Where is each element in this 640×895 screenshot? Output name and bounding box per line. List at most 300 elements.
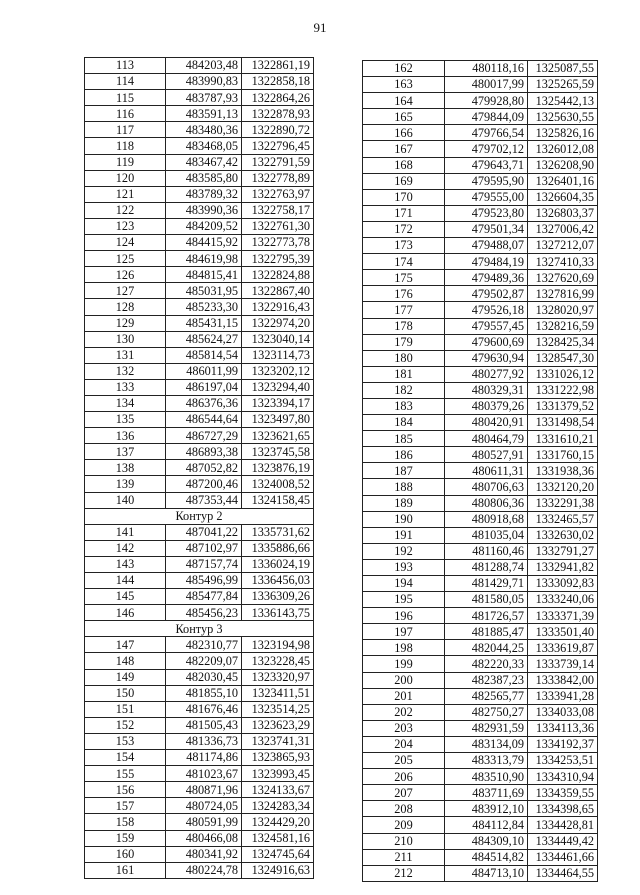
x-coordinate-cell: 480918,68 xyxy=(445,511,528,527)
point-number-cell: 162 xyxy=(363,61,445,77)
y-coordinate-cell: 1335731,62 xyxy=(242,524,314,540)
point-number-cell: 168 xyxy=(363,157,445,173)
y-coordinate-cell: 1323202,12 xyxy=(242,363,314,379)
y-coordinate-cell: 1331379,52 xyxy=(528,398,598,414)
x-coordinate-cell: 487052,82 xyxy=(166,460,242,476)
x-coordinate-cell: 481174,86 xyxy=(166,750,242,766)
y-coordinate-cell: 1324133,67 xyxy=(242,782,314,798)
y-coordinate-cell: 1334033,08 xyxy=(528,704,598,720)
point-number-cell: 187 xyxy=(363,463,445,479)
x-coordinate-cell: 479484,19 xyxy=(445,254,528,270)
table-row xyxy=(85,267,314,283)
table-row xyxy=(85,122,314,138)
point-number-cell: 203 xyxy=(363,720,445,736)
x-coordinate-cell: 480329,31 xyxy=(445,382,528,398)
table-row xyxy=(85,476,314,492)
table-row xyxy=(363,109,598,125)
y-coordinate-cell: 1324008,52 xyxy=(242,476,314,492)
x-coordinate-cell: 481035,04 xyxy=(445,527,528,543)
point-number-cell: 152 xyxy=(85,717,166,733)
table-row xyxy=(363,141,598,157)
y-coordinate-cell: 1334253,51 xyxy=(528,753,598,769)
table-row xyxy=(85,750,314,766)
x-coordinate-cell: 484514,82 xyxy=(445,849,528,865)
point-number-cell: 174 xyxy=(363,254,445,270)
y-coordinate-cell: 1333619,87 xyxy=(528,640,598,656)
y-coordinate-cell: 1322867,40 xyxy=(242,283,314,299)
x-coordinate-cell: 480724,05 xyxy=(166,798,242,814)
point-number-cell: 149 xyxy=(85,669,166,685)
x-coordinate-cell: 486544,64 xyxy=(166,412,242,428)
x-coordinate-cell: 479595,90 xyxy=(445,173,528,189)
y-coordinate-cell: 1323497,80 xyxy=(242,412,314,428)
point-number-cell: 170 xyxy=(363,189,445,205)
x-coordinate-cell: 484203,48 xyxy=(166,58,242,74)
table-row xyxy=(363,334,598,350)
table-row xyxy=(85,315,314,331)
point-number-cell: 173 xyxy=(363,238,445,254)
x-coordinate-cell: 484415,92 xyxy=(166,235,242,251)
y-coordinate-cell: 1323514,25 xyxy=(242,701,314,717)
point-number-cell: 210 xyxy=(363,833,445,849)
point-number-cell: 135 xyxy=(85,412,166,428)
point-number-cell: 140 xyxy=(85,492,166,508)
x-coordinate-cell: 484619,98 xyxy=(166,251,242,267)
x-coordinate-cell: 482220,33 xyxy=(445,656,528,672)
x-coordinate-cell: 482310,77 xyxy=(166,637,242,653)
y-coordinate-cell: 1325630,55 xyxy=(528,109,598,125)
point-number-cell: 142 xyxy=(85,540,166,556)
table-row xyxy=(85,218,314,234)
y-coordinate-cell: 1323294,40 xyxy=(242,379,314,395)
x-coordinate-cell: 480706,63 xyxy=(445,479,528,495)
x-coordinate-cell: 480806,36 xyxy=(445,495,528,511)
table-row xyxy=(85,846,314,862)
point-number-cell: 155 xyxy=(85,766,166,782)
table-row xyxy=(363,640,598,656)
y-coordinate-cell: 1327006,42 xyxy=(528,221,598,237)
x-coordinate-cell: 479643,71 xyxy=(445,157,528,173)
x-coordinate-cell: 481855,10 xyxy=(166,685,242,701)
point-number-cell: 164 xyxy=(363,93,445,109)
y-coordinate-cell: 1336456,03 xyxy=(242,573,314,589)
y-coordinate-cell: 1334192,37 xyxy=(528,736,598,752)
table-row xyxy=(85,186,314,202)
y-coordinate-cell: 1331610,21 xyxy=(528,431,598,447)
point-number-cell: 165 xyxy=(363,109,445,125)
y-coordinate-cell: 1332630,02 xyxy=(528,527,598,543)
table-row xyxy=(85,58,314,74)
x-coordinate-cell: 481023,67 xyxy=(166,766,242,782)
table-row xyxy=(85,299,314,315)
x-coordinate-cell: 481336,73 xyxy=(166,733,242,749)
point-number-cell: 161 xyxy=(85,862,166,878)
point-number-cell: 163 xyxy=(363,77,445,93)
y-coordinate-cell: 1336024,19 xyxy=(242,556,314,572)
y-coordinate-cell: 1323993,45 xyxy=(242,766,314,782)
point-number-cell: 179 xyxy=(363,334,445,350)
y-coordinate-cell: 1331026,12 xyxy=(528,366,598,382)
x-coordinate-cell: 480420,91 xyxy=(445,415,528,431)
point-number-cell: 204 xyxy=(363,736,445,752)
x-coordinate-cell: 481288,74 xyxy=(445,559,528,575)
point-number-cell: 114 xyxy=(85,74,166,90)
x-coordinate-cell: 480871,96 xyxy=(166,782,242,798)
x-coordinate-cell: 485456,23 xyxy=(166,605,242,621)
y-coordinate-cell: 1334461,66 xyxy=(528,849,598,865)
x-coordinate-cell: 480591,99 xyxy=(166,814,242,830)
point-number-cell: 113 xyxy=(85,58,166,74)
table-row xyxy=(85,782,314,798)
contour-header-row xyxy=(85,508,314,524)
table-row xyxy=(363,527,598,543)
table-row xyxy=(85,283,314,299)
table-row xyxy=(363,624,598,640)
y-coordinate-cell: 1322974,20 xyxy=(242,315,314,331)
table-row xyxy=(363,849,598,865)
x-coordinate-cell: 486011,99 xyxy=(166,363,242,379)
table-row xyxy=(85,830,314,846)
x-coordinate-cell: 485496,99 xyxy=(166,573,242,589)
y-coordinate-cell: 1322890,72 xyxy=(242,122,314,138)
x-coordinate-cell: 485814,54 xyxy=(166,347,242,363)
point-number-cell: 171 xyxy=(363,205,445,221)
x-coordinate-cell: 480277,92 xyxy=(445,366,528,382)
table-row xyxy=(363,559,598,575)
table-row xyxy=(85,74,314,90)
y-coordinate-cell: 1323320,97 xyxy=(242,669,314,685)
x-coordinate-cell: 482931,59 xyxy=(445,720,528,736)
x-coordinate-cell: 482565,77 xyxy=(445,688,528,704)
table-row xyxy=(85,202,314,218)
y-coordinate-cell: 1325442,13 xyxy=(528,93,598,109)
point-number-cell: 146 xyxy=(85,605,166,621)
x-coordinate-cell: 479600,69 xyxy=(445,334,528,350)
table-row xyxy=(363,833,598,849)
x-coordinate-cell: 480118,16 xyxy=(445,61,528,77)
point-number-cell: 141 xyxy=(85,524,166,540)
x-coordinate-cell: 480017,99 xyxy=(445,77,528,93)
y-coordinate-cell: 1322916,43 xyxy=(242,299,314,315)
table-row xyxy=(363,656,598,672)
point-number-cell: 200 xyxy=(363,672,445,688)
point-number-cell: 194 xyxy=(363,576,445,592)
x-coordinate-cell: 482750,27 xyxy=(445,704,528,720)
table-row xyxy=(85,347,314,363)
table-row xyxy=(85,798,314,814)
x-coordinate-cell: 482387,23 xyxy=(445,672,528,688)
table-row xyxy=(363,736,598,752)
point-number-cell: 212 xyxy=(363,865,445,881)
coordinates-table-right xyxy=(362,60,598,882)
y-coordinate-cell: 1334449,42 xyxy=(528,833,598,849)
point-number-cell: 125 xyxy=(85,251,166,267)
y-coordinate-cell: 1323741,31 xyxy=(242,733,314,749)
point-number-cell: 134 xyxy=(85,395,166,411)
table-row xyxy=(85,556,314,572)
x-coordinate-cell: 484713,10 xyxy=(445,865,528,881)
y-coordinate-cell: 1323194,98 xyxy=(242,637,314,653)
x-coordinate-cell: 480379,26 xyxy=(445,398,528,414)
y-coordinate-cell: 1323040,14 xyxy=(242,331,314,347)
table-row xyxy=(85,154,314,170)
x-coordinate-cell: 483467,42 xyxy=(166,154,242,170)
point-number-cell: 198 xyxy=(363,640,445,656)
point-number-cell: 172 xyxy=(363,221,445,237)
table-row xyxy=(363,769,598,785)
point-number-cell: 136 xyxy=(85,428,166,444)
x-coordinate-cell: 487157,74 xyxy=(166,556,242,572)
point-number-cell: 145 xyxy=(85,589,166,605)
point-number-cell: 184 xyxy=(363,415,445,431)
y-coordinate-cell: 1336143,75 xyxy=(242,605,314,621)
table-row xyxy=(363,398,598,414)
y-coordinate-cell: 1326604,35 xyxy=(528,189,598,205)
x-coordinate-cell: 481505,43 xyxy=(166,717,242,733)
y-coordinate-cell: 1322791,59 xyxy=(242,154,314,170)
table-row xyxy=(85,862,314,878)
y-coordinate-cell: 1332941,82 xyxy=(528,559,598,575)
x-coordinate-cell: 482209,07 xyxy=(166,653,242,669)
table-row xyxy=(363,431,598,447)
point-number-cell: 208 xyxy=(363,801,445,817)
x-coordinate-cell: 486376,36 xyxy=(166,395,242,411)
x-coordinate-cell: 484309,10 xyxy=(445,833,528,849)
x-coordinate-cell: 487200,46 xyxy=(166,476,242,492)
table-row xyxy=(85,138,314,154)
table-row xyxy=(85,235,314,251)
point-number-cell: 166 xyxy=(363,125,445,141)
table-row xyxy=(363,93,598,109)
point-number-cell: 153 xyxy=(85,733,166,749)
x-coordinate-cell: 486727,29 xyxy=(166,428,242,444)
table-row xyxy=(363,221,598,237)
page-number: 91 xyxy=(313,20,327,35)
y-coordinate-cell: 1323114,73 xyxy=(242,347,314,363)
point-number-cell: 207 xyxy=(363,785,445,801)
x-coordinate-cell: 486893,38 xyxy=(166,444,242,460)
table-row xyxy=(85,733,314,749)
y-coordinate-cell: 1323865,93 xyxy=(242,750,314,766)
table-row xyxy=(363,753,598,769)
point-number-cell: 132 xyxy=(85,363,166,379)
y-coordinate-cell: 1333739,14 xyxy=(528,656,598,672)
point-number-cell: 147 xyxy=(85,637,166,653)
table-row xyxy=(363,77,598,93)
point-number-cell: 126 xyxy=(85,267,166,283)
table-row xyxy=(363,382,598,398)
y-coordinate-cell: 1331760,15 xyxy=(528,447,598,463)
table-row xyxy=(363,479,598,495)
table-row xyxy=(85,524,314,540)
table-row xyxy=(363,125,598,141)
x-coordinate-cell: 483313,79 xyxy=(445,753,528,769)
table-row xyxy=(85,669,314,685)
point-number-cell: 196 xyxy=(363,608,445,624)
table-row xyxy=(363,61,598,77)
table-row xyxy=(363,543,598,559)
table-row xyxy=(363,302,598,318)
x-coordinate-cell: 480611,31 xyxy=(445,463,528,479)
point-number-cell: 160 xyxy=(85,846,166,862)
point-number-cell: 195 xyxy=(363,592,445,608)
x-coordinate-cell: 480464,79 xyxy=(445,431,528,447)
x-coordinate-cell: 481726,57 xyxy=(445,608,528,624)
x-coordinate-cell: 479501,34 xyxy=(445,221,528,237)
table-row xyxy=(85,363,314,379)
table-row xyxy=(363,463,598,479)
table-row xyxy=(85,637,314,653)
point-number-cell: 118 xyxy=(85,138,166,154)
table-row xyxy=(363,704,598,720)
point-number-cell: 185 xyxy=(363,431,445,447)
y-coordinate-cell: 1333941,28 xyxy=(528,688,598,704)
table-row xyxy=(85,766,314,782)
y-coordinate-cell: 1323394,17 xyxy=(242,395,314,411)
y-coordinate-cell: 1326401,16 xyxy=(528,173,598,189)
point-number-cell: 180 xyxy=(363,350,445,366)
y-coordinate-cell: 1336309,26 xyxy=(242,589,314,605)
table-row xyxy=(363,576,598,592)
x-coordinate-cell: 479555,00 xyxy=(445,189,528,205)
point-number-cell: 130 xyxy=(85,331,166,347)
y-coordinate-cell: 1323623,29 xyxy=(242,717,314,733)
y-coordinate-cell: 1334428,81 xyxy=(528,817,598,833)
table-row xyxy=(85,379,314,395)
y-coordinate-cell: 1322763,97 xyxy=(242,186,314,202)
y-coordinate-cell: 1322778,89 xyxy=(242,170,314,186)
point-number-cell: 167 xyxy=(363,141,445,157)
x-coordinate-cell: 483591,13 xyxy=(166,106,242,122)
table-row xyxy=(363,350,598,366)
point-number-cell: 122 xyxy=(85,202,166,218)
y-coordinate-cell: 1324429,20 xyxy=(242,814,314,830)
point-number-cell: 117 xyxy=(85,122,166,138)
x-coordinate-cell: 479844,09 xyxy=(445,109,528,125)
contour-label: Контур 2 xyxy=(85,508,314,524)
y-coordinate-cell: 1322824,88 xyxy=(242,267,314,283)
table-row xyxy=(85,106,314,122)
y-coordinate-cell: 1324745,64 xyxy=(242,846,314,862)
x-coordinate-cell: 479489,36 xyxy=(445,270,528,286)
y-coordinate-cell: 1328425,34 xyxy=(528,334,598,350)
table-row xyxy=(363,157,598,173)
point-number-cell: 205 xyxy=(363,753,445,769)
table-row xyxy=(85,605,314,621)
x-coordinate-cell: 479526,18 xyxy=(445,302,528,318)
x-coordinate-cell: 482044,25 xyxy=(445,640,528,656)
y-coordinate-cell: 1332120,20 xyxy=(528,479,598,495)
table-row xyxy=(363,865,598,881)
point-number-cell: 169 xyxy=(363,173,445,189)
table-row xyxy=(363,270,598,286)
x-coordinate-cell: 483585,80 xyxy=(166,170,242,186)
table-row xyxy=(363,205,598,221)
point-number-cell: 189 xyxy=(363,495,445,511)
y-coordinate-cell: 1333842,00 xyxy=(528,672,598,688)
y-coordinate-cell: 1323411,51 xyxy=(242,685,314,701)
x-coordinate-cell: 479928,80 xyxy=(445,93,528,109)
x-coordinate-cell: 480466,08 xyxy=(166,830,242,846)
point-number-cell: 143 xyxy=(85,556,166,572)
x-coordinate-cell: 483789,32 xyxy=(166,186,242,202)
x-coordinate-cell: 484112,84 xyxy=(445,817,528,833)
point-number-cell: 133 xyxy=(85,379,166,395)
point-number-cell: 123 xyxy=(85,218,166,234)
y-coordinate-cell: 1332291,38 xyxy=(528,495,598,511)
coordinates-table-left-body xyxy=(85,58,314,879)
table-row xyxy=(85,412,314,428)
y-coordinate-cell: 1334359,55 xyxy=(528,785,598,801)
point-number-cell: 131 xyxy=(85,347,166,363)
y-coordinate-cell: 1333501,40 xyxy=(528,624,598,640)
point-number-cell: 197 xyxy=(363,624,445,640)
point-number-cell: 124 xyxy=(85,235,166,251)
table-row xyxy=(363,608,598,624)
y-coordinate-cell: 1326803,37 xyxy=(528,205,598,221)
y-coordinate-cell: 1326012,08 xyxy=(528,141,598,157)
x-coordinate-cell: 481429,71 xyxy=(445,576,528,592)
point-number-cell: 116 xyxy=(85,106,166,122)
point-number-cell: 159 xyxy=(85,830,166,846)
x-coordinate-cell: 481676,46 xyxy=(166,701,242,717)
x-coordinate-cell: 483990,83 xyxy=(166,74,242,90)
table-row xyxy=(85,492,314,508)
y-coordinate-cell: 1322796,45 xyxy=(242,138,314,154)
x-coordinate-cell: 483711,69 xyxy=(445,785,528,801)
x-coordinate-cell: 482030,45 xyxy=(166,669,242,685)
table-row xyxy=(85,540,314,556)
x-coordinate-cell: 481885,47 xyxy=(445,624,528,640)
table-row xyxy=(363,511,598,527)
point-number-cell: 188 xyxy=(363,479,445,495)
point-number-cell: 211 xyxy=(363,849,445,865)
y-coordinate-cell: 1322773,78 xyxy=(242,235,314,251)
x-coordinate-cell: 483510,90 xyxy=(445,769,528,785)
y-coordinate-cell: 1334310,94 xyxy=(528,769,598,785)
y-coordinate-cell: 1324581,16 xyxy=(242,830,314,846)
y-coordinate-cell: 1327410,33 xyxy=(528,254,598,270)
y-coordinate-cell: 1324283,34 xyxy=(242,798,314,814)
y-coordinate-cell: 1322858,18 xyxy=(242,74,314,90)
table-row xyxy=(85,573,314,589)
table-row xyxy=(85,428,314,444)
table-row xyxy=(363,592,598,608)
x-coordinate-cell: 487102,97 xyxy=(166,540,242,556)
contour-label: Контур 3 xyxy=(85,621,314,637)
y-coordinate-cell: 1331938,36 xyxy=(528,463,598,479)
point-number-cell: 119 xyxy=(85,154,166,170)
y-coordinate-cell: 1323621,65 xyxy=(242,428,314,444)
x-coordinate-cell: 485624,27 xyxy=(166,331,242,347)
x-coordinate-cell: 479488,07 xyxy=(445,238,528,254)
table-row xyxy=(85,717,314,733)
table-row xyxy=(85,251,314,267)
y-coordinate-cell: 1333240,06 xyxy=(528,592,598,608)
point-number-cell: 193 xyxy=(363,559,445,575)
y-coordinate-cell: 1327212,07 xyxy=(528,238,598,254)
point-number-cell: 178 xyxy=(363,318,445,334)
y-coordinate-cell: 1328547,30 xyxy=(528,350,598,366)
table-row xyxy=(363,817,598,833)
x-coordinate-cell: 479702,12 xyxy=(445,141,528,157)
x-coordinate-cell: 483468,05 xyxy=(166,138,242,154)
y-coordinate-cell: 1324916,63 xyxy=(242,862,314,878)
point-number-cell: 183 xyxy=(363,398,445,414)
x-coordinate-cell: 483912,10 xyxy=(445,801,528,817)
point-number-cell: 190 xyxy=(363,511,445,527)
y-coordinate-cell: 1322758,17 xyxy=(242,202,314,218)
